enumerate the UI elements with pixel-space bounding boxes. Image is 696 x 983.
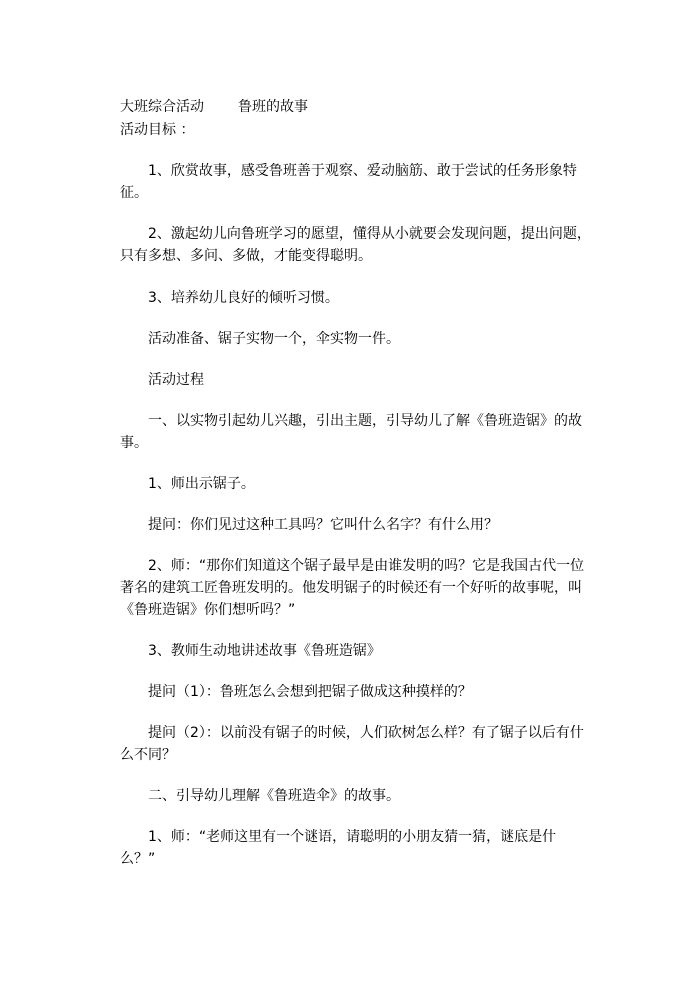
part1-question: 提问：你们见过这种工具吗？它叫什么名字？有什么用？ <box>148 517 498 533</box>
part1-step3: 3、教师生动地讲述故事《鲁班造锯》 <box>148 643 381 659</box>
part2-step1-line2: 么？” <box>120 851 156 867</box>
part2-step1-line1: 1、师：“老师这里有一个谜语，请聪明的小朋友猜一猜，谜底是什 <box>148 829 557 845</box>
part1-step2-line3: 《鲁班造锯》你们想听吗？” <box>120 602 296 618</box>
process-heading: 活动过程 <box>148 372 204 388</box>
part2-heading: 二、引导幼儿理解《鲁班造伞》的故事。 <box>148 788 400 804</box>
goal-heading: 活动目标 ： <box>120 122 195 138</box>
goal2-line1: 2、激起幼儿向鲁班学习的愿望，懂得从小就要会发现问题，提出问题， <box>148 226 591 242</box>
part1-question1: 提问（1）：鲁班怎么会想到把锯子做成这种摸样的？ <box>148 684 472 700</box>
title-category: 大班综合活动 <box>120 99 204 115</box>
part1-question2-line2: 么不同？ <box>120 747 176 763</box>
goal2-line2: 只有多想、多问、多做，才能变得聪明。 <box>120 248 372 264</box>
part1-line2: 事。 <box>120 435 148 451</box>
document-title <box>120 97 308 117</box>
title-story: 鲁班的故事 <box>238 99 308 115</box>
part1-step1: 1、师出示锯子。 <box>148 476 255 492</box>
goal1-line1: 1、欣赏故事，感受鲁班善于观察、爱动脑筋、敢于尝试的任务形象特 <box>148 163 577 179</box>
part1-step2-line2: 著名的建筑工匠鲁班发明的。他发明锯子的时候还有一个好听的故事呢，叫 <box>120 580 582 596</box>
part1-step2-line1: 2、师：“那你们知道这个锯子最早是由谁发明的吗？它是我国古代一位 <box>148 558 585 574</box>
part1-line1: 一、以实物引起幼儿兴趣，引出主题，引导幼儿了解《鲁班造锯》的故 <box>148 413 582 429</box>
activity-preparation: 活动准备、锯子实物一个，伞实物一件。 <box>148 331 400 347</box>
goal3: 3、培养幼儿良好的倾听习惯。 <box>148 290 339 306</box>
part1-question2-line1: 提问（2）：以前没有锯子的时候，人们砍树怎么样？有了锯子以后有什 <box>148 725 584 741</box>
goal1-line2: 征。 <box>120 185 148 201</box>
